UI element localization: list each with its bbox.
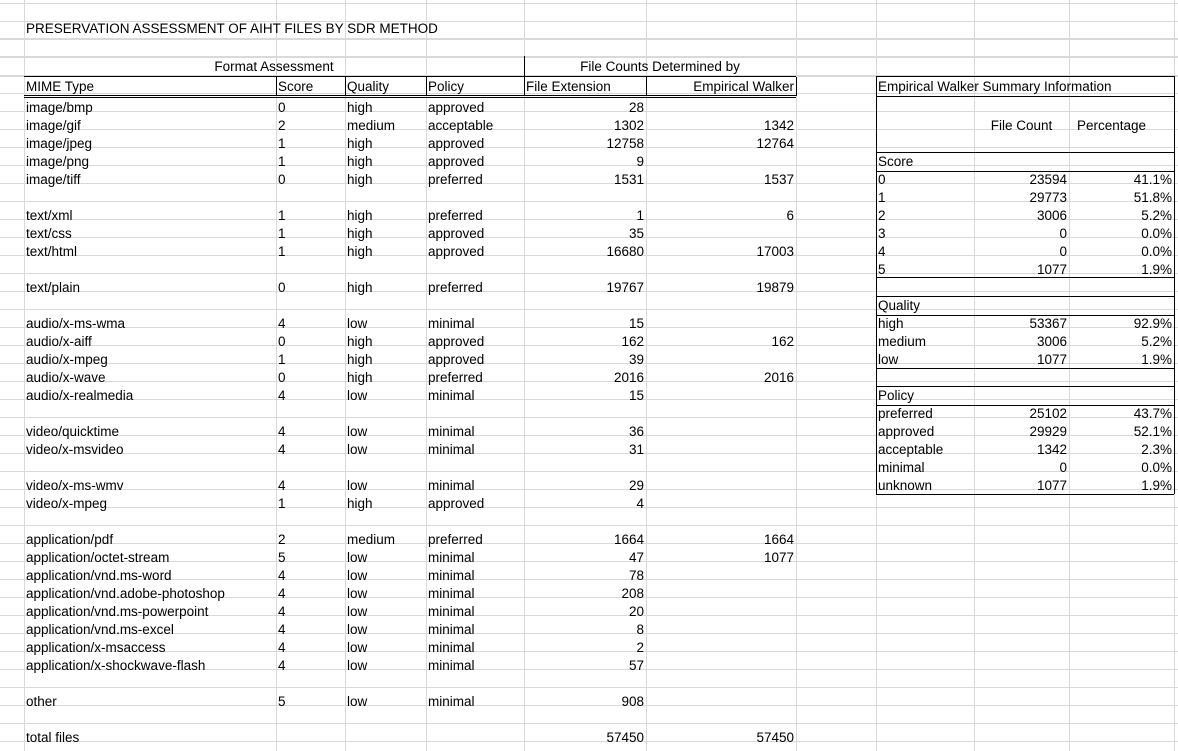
summary-label-cell[interactable]: high — [878, 316, 904, 331]
quality-cell[interactable]: medium — [347, 118, 396, 133]
quality-cell[interactable]: high — [347, 208, 373, 223]
mime-type-cell[interactable]: video/x-ms-wmv — [26, 478, 124, 493]
cell-border — [876, 296, 1174, 297]
cell-border — [876, 152, 1174, 153]
summary-policy-label[interactable]: Policy — [878, 388, 915, 403]
score-cell[interactable]: 0 — [278, 172, 286, 187]
quality-cell[interactable]: low — [347, 658, 368, 673]
gridline-horizontal — [0, 525, 1178, 526]
policy-cell[interactable]: approved — [428, 154, 485, 169]
score-cell[interactable]: 4 — [278, 424, 286, 439]
quality-cell[interactable]: high — [347, 334, 373, 349]
empirical-walker-count-cell[interactable] — [646, 387, 796, 405]
policy-cell[interactable]: preferred — [428, 532, 483, 547]
summary-percentage-cell[interactable]: 1.9% — [1141, 478, 1172, 493]
mime-type-cell[interactable]: text/xml — [26, 208, 73, 223]
file-extension-count-cell[interactable]: 31 — [628, 442, 644, 457]
summary-label-cell[interactable]: 2 — [878, 208, 886, 223]
file-extension-count-cell[interactable]: 20 — [628, 604, 644, 619]
mime-type-cell[interactable]: application/pdf — [26, 532, 114, 547]
file-extension-count-cell[interactable]: 2 — [636, 640, 644, 655]
file-extension-count-cell[interactable]: 28 — [628, 100, 644, 115]
file-extension-count-cell[interactable]: 39 — [628, 352, 644, 367]
mime-type-cell[interactable]: text/html — [26, 244, 78, 259]
mime-type-cell[interactable]: video/quicktime — [26, 424, 120, 439]
gridline-horizontal — [0, 687, 1178, 688]
policy-cell[interactable]: minimal — [428, 586, 475, 601]
score-cell[interactable]: 4 — [278, 586, 286, 601]
quality-cell[interactable]: high — [347, 352, 373, 367]
empirical-walker-count-cell[interactable] — [646, 99, 796, 117]
cell-border — [1174, 76, 1175, 494]
file-extension-count-cell[interactable]: 1302 — [613, 118, 644, 133]
summary-count-cell[interactable]: 0 — [1059, 226, 1067, 241]
summary-label-cell[interactable]: minimal — [878, 460, 925, 475]
summary-count-cell[interactable]: 0 — [1059, 460, 1067, 475]
quality-cell[interactable]: low — [347, 478, 368, 493]
quality-cell[interactable]: high — [347, 154, 373, 169]
cell-border — [876, 386, 1174, 387]
file-extension-count-cell[interactable]: 15 — [628, 316, 644, 331]
summary-label-cell[interactable]: medium — [878, 334, 927, 349]
mime-type-cell[interactable]: audio/x-wave — [26, 370, 106, 385]
file-extension-count-cell[interactable]: 36 — [628, 424, 644, 439]
empirical-walker-count-cell[interactable] — [646, 585, 796, 603]
mime-type-cell[interactable]: application/octet-stream — [26, 550, 170, 565]
summary-label-cell[interactable]: 0 — [878, 172, 886, 187]
summary-count-cell[interactable]: 29773 — [1029, 190, 1067, 205]
summary-count-cell[interactable]: 1077 — [1036, 262, 1067, 277]
score-cell[interactable]: 1 — [278, 226, 286, 241]
quality-cell[interactable]: high — [347, 244, 373, 259]
mime-type-cell[interactable]: text/plain — [26, 280, 81, 295]
empirical-walker-count-cell[interactable] — [646, 603, 796, 621]
score-cell[interactable]: 4 — [278, 568, 286, 583]
file-extension-count-cell[interactable]: 12758 — [606, 136, 644, 151]
quality-cell[interactable]: low — [347, 388, 368, 403]
policy-cell[interactable]: minimal — [428, 658, 475, 673]
summary-percentage-cell[interactable]: 0.0% — [1141, 244, 1172, 259]
summary-percentage-cell[interactable]: 0.0% — [1141, 226, 1172, 241]
policy-cell[interactable]: minimal — [428, 424, 475, 439]
quality-cell[interactable]: high — [347, 280, 373, 295]
score-cell[interactable]: 1 — [278, 352, 286, 367]
mime-type-cell[interactable]: image/bmp — [26, 100, 93, 115]
score-cell[interactable]: 4 — [278, 658, 286, 673]
quality-cell[interactable]: low — [347, 622, 368, 637]
quality-header[interactable]: Quality — [347, 79, 390, 94]
summary-quality-label[interactable]: Quality — [878, 298, 921, 313]
empirical-walker-count-cell[interactable] — [646, 657, 796, 675]
empirical-walker-count-cell[interactable] — [646, 225, 796, 243]
mime-type-header[interactable]: MIME Type — [26, 79, 95, 94]
quality-cell[interactable]: low — [347, 586, 368, 601]
policy-cell[interactable]: preferred — [428, 280, 483, 295]
cell-border — [24, 95, 796, 96]
summary-percentage-cell[interactable]: 0.0% — [1141, 460, 1172, 475]
quality-cell[interactable]: high — [347, 496, 373, 511]
summary-label-cell[interactable]: approved — [878, 424, 935, 439]
quality-cell[interactable]: low — [347, 424, 368, 439]
quality-cell[interactable] — [345, 729, 426, 747]
summary-percentage-cell[interactable]: 52.1% — [1133, 424, 1172, 439]
policy-cell[interactable]: preferred — [428, 370, 483, 385]
empirical-walker-header[interactable]: Empirical Walker — [693, 79, 794, 94]
empirical-walker-count-cell[interactable] — [646, 477, 796, 495]
gridline-horizontal — [0, 309, 1178, 310]
policy-cell[interactable]: preferred — [428, 172, 483, 187]
file-extension-count-cell[interactable]: 1664 — [613, 532, 644, 547]
score-cell[interactable]: 1 — [278, 154, 286, 169]
summary-count-cell[interactable]: 53367 — [1029, 316, 1067, 331]
score-cell[interactable]: 5 — [278, 694, 286, 709]
mime-type-cell[interactable]: application/vnd.ms-excel — [26, 622, 174, 637]
file-extension-count-cell[interactable]: 1531 — [613, 172, 644, 187]
mime-type-cell[interactable]: application/x-shockwave-flash — [26, 658, 206, 673]
file-extension-count-cell[interactable]: 1 — [636, 208, 644, 223]
mime-type-cell[interactable]: application/vnd.ms-powerpoint — [26, 604, 209, 619]
quality-cell[interactable]: high — [347, 136, 373, 151]
summary-title[interactable]: Empirical Walker Summary Information — [878, 79, 1112, 94]
empirical-walker-count-cell[interactable] — [646, 567, 796, 585]
file-extension-count-cell[interactable]: 4 — [636, 496, 644, 511]
file-extension-header[interactable]: File Extension — [526, 79, 611, 94]
file-extension-count-cell[interactable]: 208 — [621, 586, 644, 601]
summary-count-cell[interactable]: 23594 — [1029, 172, 1067, 187]
file-extension-count-cell[interactable]: 15 — [628, 388, 644, 403]
mime-type-cell[interactable]: image/gif — [26, 118, 81, 133]
cell-border — [524, 77, 525, 96]
empirical-walker-count-cell[interactable] — [646, 315, 796, 333]
score-cell[interactable]: 4 — [278, 622, 286, 637]
format-assessment-header[interactable]: Format Assessment — [214, 59, 334, 74]
score-cell[interactable] — [276, 729, 345, 747]
policy-cell[interactable]: approved — [428, 226, 485, 241]
score-cell[interactable]: 2 — [278, 118, 286, 133]
policy-cell[interactable]: minimal — [428, 316, 475, 331]
gridline-horizontal — [0, 723, 1178, 724]
policy-cell[interactable]: minimal — [428, 604, 475, 619]
policy-cell[interactable]: acceptable — [428, 118, 494, 133]
score-cell[interactable]: 0 — [278, 370, 286, 385]
file-extension-count-cell[interactable]: 57 — [628, 658, 644, 673]
policy-cell[interactable]: preferred — [428, 208, 483, 223]
quality-cell[interactable]: high — [347, 100, 373, 115]
file-extension-count-cell[interactable]: 9 — [636, 154, 644, 169]
empirical-walker-count-cell[interactable] — [646, 639, 796, 657]
empirical-walker-count-cell[interactable] — [646, 495, 796, 513]
empirical-walker-count-cell[interactable]: 1537 — [763, 172, 794, 187]
file-extension-count-cell[interactable]: 2016 — [613, 370, 644, 385]
score-cell[interactable]: 0 — [278, 334, 286, 349]
score-header[interactable]: Score — [278, 79, 314, 94]
quality-cell[interactable]: low — [347, 316, 368, 331]
file-extension-count-cell[interactable]: 57450 — [606, 730, 644, 745]
summary-count-cell[interactable]: 25102 — [1029, 406, 1067, 421]
summary-count-cell[interactable]: 1342 — [1036, 442, 1067, 457]
mime-type-cell[interactable]: application/vnd.adobe-photoshop — [26, 586, 225, 601]
policy-cell[interactable]: minimal — [428, 478, 475, 493]
summary-label-cell[interactable]: low — [878, 352, 899, 367]
score-cell[interactable]: 5 — [278, 550, 286, 565]
file-extension-count-cell[interactable]: 78 — [628, 568, 644, 583]
policy-cell[interactable]: minimal — [428, 622, 475, 637]
mime-type-cell[interactable]: total files — [26, 730, 80, 745]
mime-type-cell[interactable]: application/vnd.ms-word — [26, 568, 172, 583]
summary-label-cell[interactable]: 1 — [878, 190, 886, 205]
summary-percentage-cell[interactable]: 51.8% — [1133, 190, 1172, 205]
summary-count-cell[interactable]: 1077 — [1036, 352, 1067, 367]
mime-type-cell[interactable]: audio/x-aiff — [26, 334, 92, 349]
quality-cell[interactable]: low — [347, 640, 368, 655]
policy-header[interactable]: Policy — [428, 79, 465, 94]
gridline-horizontal — [0, 39, 1178, 40]
score-cell[interactable]: 4 — [278, 640, 286, 655]
score-cell[interactable]: 1 — [278, 208, 286, 223]
score-cell[interactable]: 2 — [278, 532, 286, 547]
summary-count-cell[interactable]: 1077 — [1036, 478, 1067, 493]
score-cell[interactable]: 4 — [278, 316, 286, 331]
policy-cell[interactable]: minimal — [428, 640, 475, 655]
empirical-walker-count-cell[interactable]: 162 — [771, 334, 794, 349]
empirical-walker-count-cell[interactable] — [646, 153, 796, 171]
file-extension-count-cell[interactable]: 29 — [628, 478, 644, 493]
summary-percentage-cell[interactable]: 41.1% — [1133, 172, 1172, 187]
empirical-walker-count-cell[interactable]: 57450 — [756, 730, 794, 745]
summary-count-cell[interactable]: 0 — [1059, 244, 1067, 259]
policy-cell[interactable]: minimal — [428, 568, 475, 583]
mime-type-cell[interactable]: video/x-msvideo — [26, 442, 124, 457]
policy-cell[interactable]: minimal — [428, 388, 475, 403]
cell-border — [276, 77, 277, 96]
score-cell[interactable]: 1 — [278, 136, 286, 151]
policy-cell[interactable]: approved — [428, 136, 485, 151]
cell-border — [345, 77, 346, 96]
quality-cell[interactable]: low — [347, 442, 368, 457]
file-extension-count-cell[interactable]: 908 — [621, 694, 644, 709]
summary-percentage-cell[interactable]: 5.2% — [1141, 334, 1172, 349]
policy-cell[interactable]: approved — [428, 244, 485, 259]
file-extension-count-cell[interactable]: 8 — [636, 622, 644, 637]
score-cell[interactable]: 4 — [278, 604, 286, 619]
summary-label-cell[interactable]: preferred — [878, 406, 933, 421]
policy-cell[interactable]: minimal — [428, 694, 475, 709]
mime-type-cell[interactable]: application/x-msaccess — [26, 640, 166, 655]
cell-border — [24, 97, 796, 98]
policy-cell[interactable]: approved — [428, 100, 485, 115]
summary-score-label[interactable]: Score — [878, 154, 914, 169]
quality-cell[interactable]: low — [347, 568, 368, 583]
mime-type-cell[interactable]: image/tiff — [26, 172, 81, 187]
score-cell[interactable]: 0 — [278, 100, 286, 115]
empirical-walker-count-cell[interactable] — [646, 441, 796, 459]
empirical-walker-count-cell[interactable] — [646, 621, 796, 639]
policy-cell[interactable]: minimal — [428, 442, 475, 457]
empirical-walker-count-cell[interactable]: 17003 — [756, 244, 794, 259]
summary-label-cell[interactable]: unknown — [878, 478, 933, 493]
summary-count-cell[interactable]: 3006 — [1036, 208, 1067, 223]
file-extension-count-cell[interactable]: 16680 — [606, 244, 644, 259]
file-counts-header[interactable]: File Counts Determined by — [580, 59, 740, 74]
gridline-vertical — [796, 0, 797, 751]
quality-cell[interactable]: high — [347, 226, 373, 241]
empirical-walker-count-cell[interactable]: 1342 — [763, 118, 794, 133]
summary-percentage-cell[interactable]: 43.7% — [1133, 406, 1172, 421]
summary-percentage-cell[interactable]: 2.3% — [1141, 442, 1172, 457]
empirical-walker-count-cell[interactable]: 1077 — [763, 550, 794, 565]
empirical-walker-count-cell[interactable] — [646, 423, 796, 441]
cell-border — [24, 76, 796, 77]
gridline-vertical — [974, 0, 975, 751]
mime-type-cell[interactable]: text/css — [26, 226, 72, 241]
score-cell[interactable]: 1 — [278, 244, 286, 259]
mime-type-cell[interactable]: image/png — [26, 154, 90, 169]
summary-percentage-cell[interactable]: 92.9% — [1133, 316, 1172, 331]
quality-cell[interactable]: high — [347, 370, 373, 385]
empirical-walker-count-cell[interactable]: 6 — [786, 208, 794, 223]
summary-label-cell[interactable]: 3 — [878, 226, 886, 241]
file-extension-count-cell[interactable]: 19767 — [606, 280, 644, 295]
empirical-walker-count-cell[interactable]: 1664 — [763, 532, 794, 547]
quality-cell[interactable]: medium — [347, 532, 396, 547]
score-cell[interactable]: 4 — [278, 478, 286, 493]
policy-cell[interactable]: approved — [428, 496, 485, 511]
summary-percentage-cell[interactable]: 1.9% — [1141, 262, 1172, 277]
file-extension-count-cell[interactable]: 47 — [628, 550, 644, 565]
score-cell[interactable]: 4 — [278, 388, 286, 403]
summary-count-cell[interactable]: 29929 — [1029, 424, 1067, 439]
policy-cell[interactable]: approved — [428, 352, 485, 367]
gridline-vertical — [1069, 0, 1070, 751]
policy-cell[interactable] — [426, 729, 524, 747]
quality-cell[interactable]: high — [347, 172, 373, 187]
summary-percentage-cell[interactable]: 5.2% — [1141, 208, 1172, 223]
empirical-walker-count-cell[interactable] — [646, 351, 796, 369]
mime-type-cell[interactable]: audio/x-realmedia — [26, 388, 134, 403]
gridline-horizontal — [0, 3, 1178, 4]
cell-border — [876, 76, 1174, 77]
file-extension-count-cell[interactable]: 35 — [628, 226, 644, 241]
summary-label-cell[interactable]: 5 — [878, 262, 886, 277]
file-extension-count-cell[interactable]: 162 — [621, 334, 644, 349]
policy-cell[interactable]: minimal — [428, 550, 475, 565]
summary-label-cell[interactable]: acceptable — [878, 442, 944, 457]
score-cell[interactable]: 4 — [278, 442, 286, 457]
score-cell[interactable]: 0 — [278, 280, 286, 295]
quality-cell[interactable]: low — [347, 604, 368, 619]
summary-label-cell[interactable]: 4 — [878, 244, 886, 259]
score-cell[interactable]: 1 — [278, 496, 286, 511]
cell-border — [646, 77, 647, 96]
quality-cell[interactable]: low — [347, 694, 368, 709]
summary-percentage-cell[interactable]: 1.9% — [1141, 352, 1172, 367]
quality-cell[interactable]: low — [347, 550, 368, 565]
mime-type-cell[interactable]: audio/x-mpeg — [26, 352, 108, 367]
sheet-title[interactable]: PRESERVATION ASSESSMENT OF AIHT FILES BY SDR METHOD — [26, 21, 438, 36]
empirical-walker-count-cell[interactable] — [646, 693, 796, 711]
empirical-walker-count-cell[interactable]: 2016 — [763, 370, 794, 385]
policy-cell[interactable]: approved — [428, 334, 485, 349]
summary-percentage-header[interactable]: Percentage — [1076, 118, 1147, 133]
mime-type-cell[interactable]: other — [26, 694, 57, 709]
mime-type-cell[interactable]: image/jpeg — [26, 136, 93, 151]
empirical-walker-count-cell[interactable]: 12764 — [756, 136, 794, 151]
cell-border — [876, 96, 1174, 97]
cell-border — [796, 77, 797, 96]
summary-count-cell[interactable]: 3006 — [1036, 334, 1067, 349]
mime-type-cell[interactable]: audio/x-ms-wma — [26, 316, 126, 331]
summary-file-count-header[interactable]: File Count — [990, 118, 1053, 133]
cell-border — [426, 77, 427, 96]
empirical-walker-count-cell[interactable]: 19879 — [756, 280, 794, 295]
mime-type-cell[interactable]: video/x-mpeg — [26, 496, 108, 511]
